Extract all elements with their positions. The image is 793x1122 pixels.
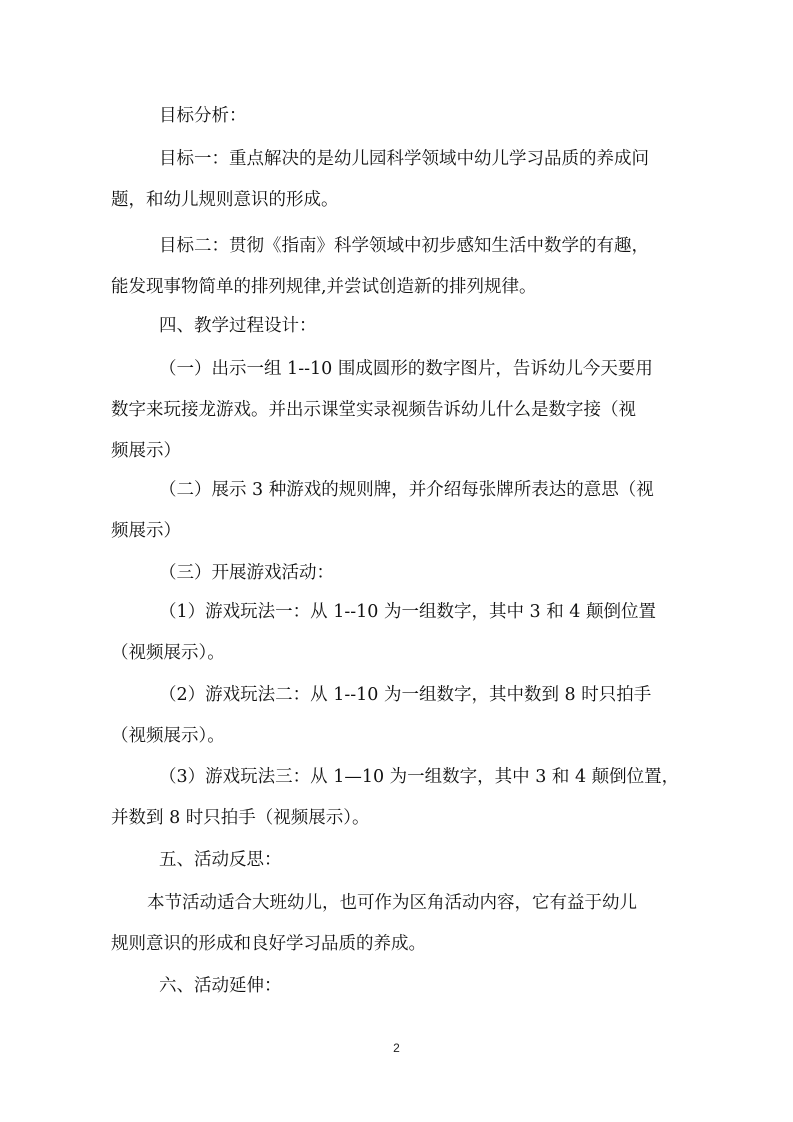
text-line: （二）展示 3 种游戏的规则牌，并介绍每张牌所表达的意思（视 (159, 480, 654, 500)
text-line: 规则意识的形成和良好学习品质的养成。 (111, 934, 426, 954)
page-number: 2 (393, 1041, 400, 1055)
paragraph-step-one (111, 349, 675, 472)
text-line: 数字来玩接龙游戏。并出示课堂实录视频告诉幼儿什么是数字接（视 (111, 400, 636, 420)
text-line: 频展示） (111, 441, 181, 461)
text-line: 并数到 8 时只拍手（视频展示）。 (111, 808, 370, 828)
text-line: 频展示） (111, 521, 181, 541)
paragraph-step-two (111, 470, 675, 552)
text-line: 目标一：重点解决的是幼儿园科学领域中幼儿学习品质的养成问 (159, 149, 649, 169)
text-line: （视频展示）。 (111, 726, 225, 746)
text-line: 六、活动延伸： (159, 976, 282, 996)
paragraph-goal-two (111, 226, 675, 308)
heading-teaching-process (111, 306, 675, 347)
paragraph-game-three (111, 757, 680, 839)
text-line: 目标二：贯彻《指南》科学领域中初步感知生活中数学的有趣， (159, 236, 649, 256)
text-line: （3）游戏玩法三：从 1—10 为一组数字，其中 3 和 4 颠倒位置， (159, 767, 680, 787)
heading-goal-analysis (111, 96, 675, 137)
text-line: 题，和幼儿规则意识的形成。 (111, 190, 339, 210)
text-line: 本节活动适合大班幼儿，也可作为区角活动内容，它有益于幼儿 (147, 893, 637, 913)
text-line: （三）开展游戏活动： (159, 563, 334, 583)
paragraph-game-one (111, 592, 675, 674)
paragraph-step-three (111, 553, 675, 594)
text-line: （1）游戏玩法一：从 1--10 为一组数字，其中 3 和 4 颠倒位置 (159, 602, 657, 622)
text-line: 四、教学过程设计： (159, 316, 317, 336)
heading-extension (111, 966, 675, 1007)
text-line: 目标分析： (159, 106, 247, 126)
paragraph-game-two (111, 675, 675, 757)
text-line: （视频展示）。 (111, 643, 225, 663)
paragraph-goal-one (111, 139, 675, 221)
text-line: 五、活动反思： (159, 850, 282, 870)
text-line: 能发现事物简单的排列规律,并尝试创造新的排列规律。 (111, 277, 537, 297)
heading-reflection (111, 840, 675, 881)
text-line: （2）游戏玩法二：从 1--10 为一组数字，其中数到 8 时只拍手 (159, 685, 652, 705)
text-line: （一）出示一组 1--10 围成圆形的数字图片，告诉幼儿今天要用 (159, 359, 653, 379)
paragraph-reflection (111, 883, 675, 965)
